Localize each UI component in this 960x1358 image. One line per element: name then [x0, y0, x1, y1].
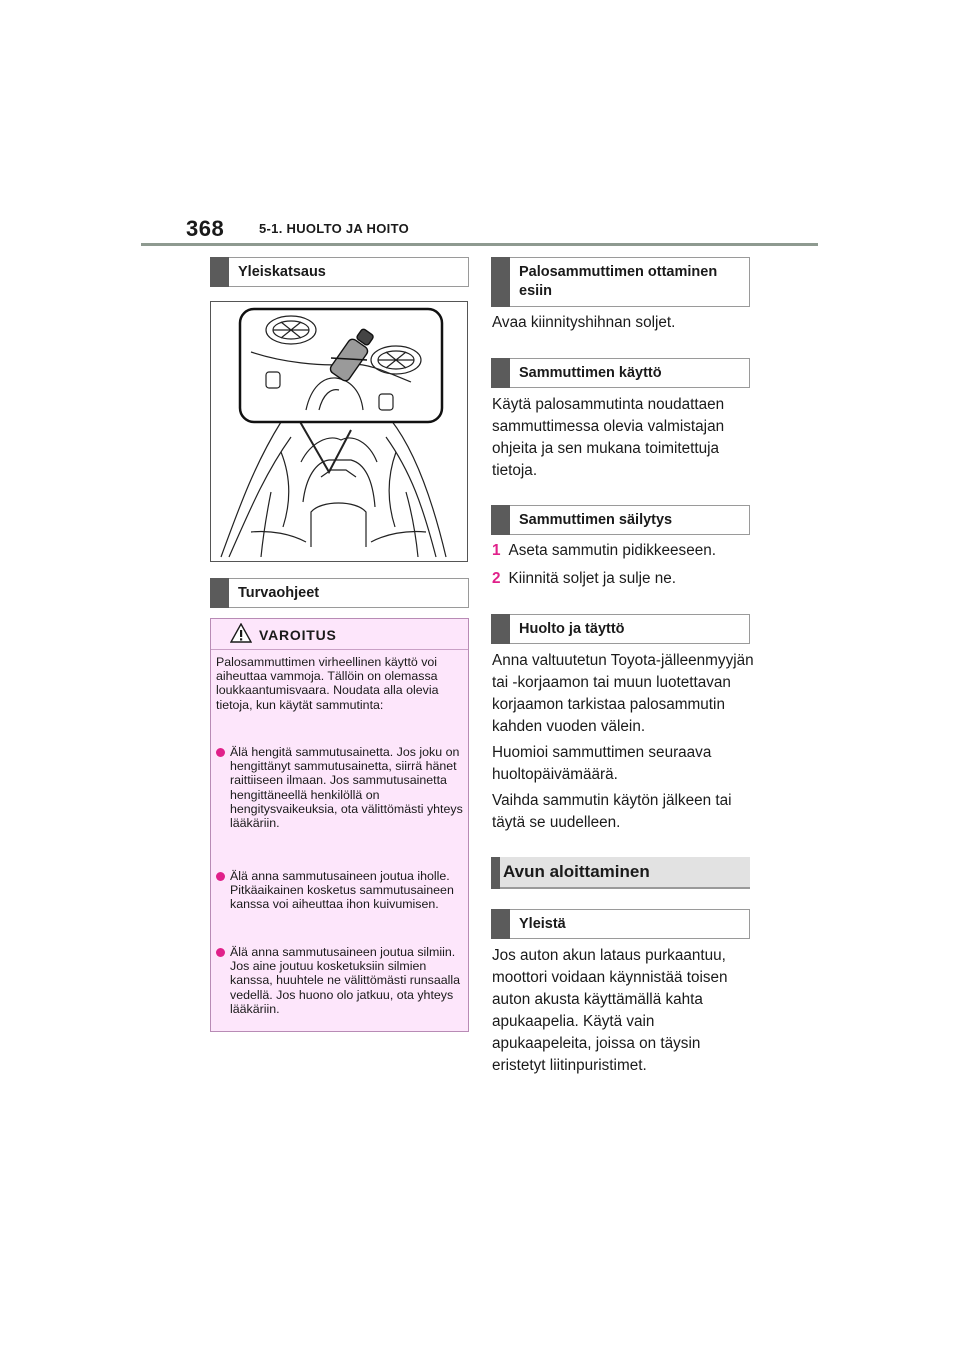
general-text: Jos auton akun lataus purkaantuu, moottori voidaan käynnistää toisen auton akusta käyttämällä kahta apukaapelia. Käytä vain apukaapeleita, joissa on täysin eristetyt liitinpuristimet.	[492, 947, 728, 1074]
bullet-dot-icon	[216, 748, 225, 757]
chapter-title: 5-1. HUOLTO JA HOITO	[259, 221, 409, 236]
section-heading-text: Sammuttimen käyttö	[519, 365, 662, 381]
warning-intro: Palosammuttimen virheellinen käyttö voi aiheuttaa vammoja. Tällöin on olemassa loukkaantumisvaara. Noudata alla olevia tietoja, kun käytät sammutinta:	[216, 655, 439, 712]
section-heading-text: Huolto ja täyttö	[519, 621, 625, 637]
warning-item-text: Älä hengitä sammutusainetta. Jos joku on hengittänyt sammutusainetta, siirrä hänet raittiiseen ilmaan. Jos sammutusainetta hengittäneellä henkilöllä on hengitysvaikeuksia, ota välittömästi yhteys lääkäriin.	[230, 745, 463, 831]
section-heading-use	[491, 358, 750, 388]
bullet-dot-icon	[216, 872, 225, 881]
section-heading-service	[491, 614, 750, 644]
warning-box	[210, 618, 469, 1032]
service-text: Vaihda sammutin käytön jälkeen tai täytä se uudelleen.	[492, 792, 732, 831]
storage-step	[492, 568, 754, 590]
section-heading-general	[491, 909, 750, 939]
section-heading-text: Turvaohjeet	[238, 585, 320, 601]
section-heading-text: Yleistä	[519, 916, 566, 932]
section-heading-overview	[210, 257, 469, 287]
section-heading-safety	[210, 578, 469, 608]
warning-title-bar	[211, 619, 468, 650]
section-heading-text: Sammuttimen säilytys	[519, 512, 673, 528]
header-rule	[141, 243, 818, 246]
section-heading-storage	[491, 505, 750, 535]
storage-step	[492, 540, 754, 562]
car-interior-illustration	[211, 302, 467, 561]
step-number: 1	[492, 542, 501, 559]
warning-item	[216, 945, 464, 1016]
warning-triangle-icon	[230, 623, 252, 643]
step-text: Kiinnitä soljet ja sulje ne.	[508, 570, 677, 587]
extinguisher-location-illustration	[210, 301, 468, 562]
removal-text: Avaa kiinnityshihnan soljet.	[492, 314, 676, 331]
warning-item	[216, 745, 464, 830]
step-number: 2	[492, 570, 501, 587]
use-text: Käytä palosammutinta noudattaen sammuttimessa olevia valmistajan ohjeita ja sen mukana toimitettuja tietoja.	[492, 396, 725, 479]
service-text: Anna valtuutetun Toyota-jälleenmyyjän tai -korjaamon tai muun luotettavan korjaamon tarkistaa palosammutin kahden vuoden välein.	[492, 652, 754, 735]
warning-item	[216, 869, 464, 912]
page-number: 368	[186, 216, 225, 241]
section-heading-jumpstart	[491, 857, 750, 889]
step-text: Aseta sammutin pidikkeeseen.	[508, 542, 716, 559]
section-heading-text: Palosammuttimen ottaminen esiin	[519, 264, 718, 299]
warning-item-text: Älä anna sammutusaineen joutua silmiin. Jos aine joutuu kosketuksiin silmien kanssa, huuhtele ne välittömästi runsaalla vedellä. Jos huono olo jatkuu, ota yhteys lääkäriin.	[230, 945, 461, 1016]
section-heading-text: Avun aloittaminen	[503, 862, 650, 881]
service-text: Huomioi sammuttimen seuraava huoltopäivämäärä.	[492, 744, 712, 783]
warning-title: VAROITUS	[259, 627, 337, 643]
section-heading-text: Yleiskatsaus	[238, 264, 326, 280]
section-heading-removal	[491, 257, 750, 307]
bullet-dot-icon	[216, 948, 225, 957]
warning-item-text: Älä anna sammutusaineen joutua iholle. Pitkäaikainen kosketus sammutusaineen kanssa voi aiheuttaa ihon kuivumisen.	[230, 869, 454, 912]
